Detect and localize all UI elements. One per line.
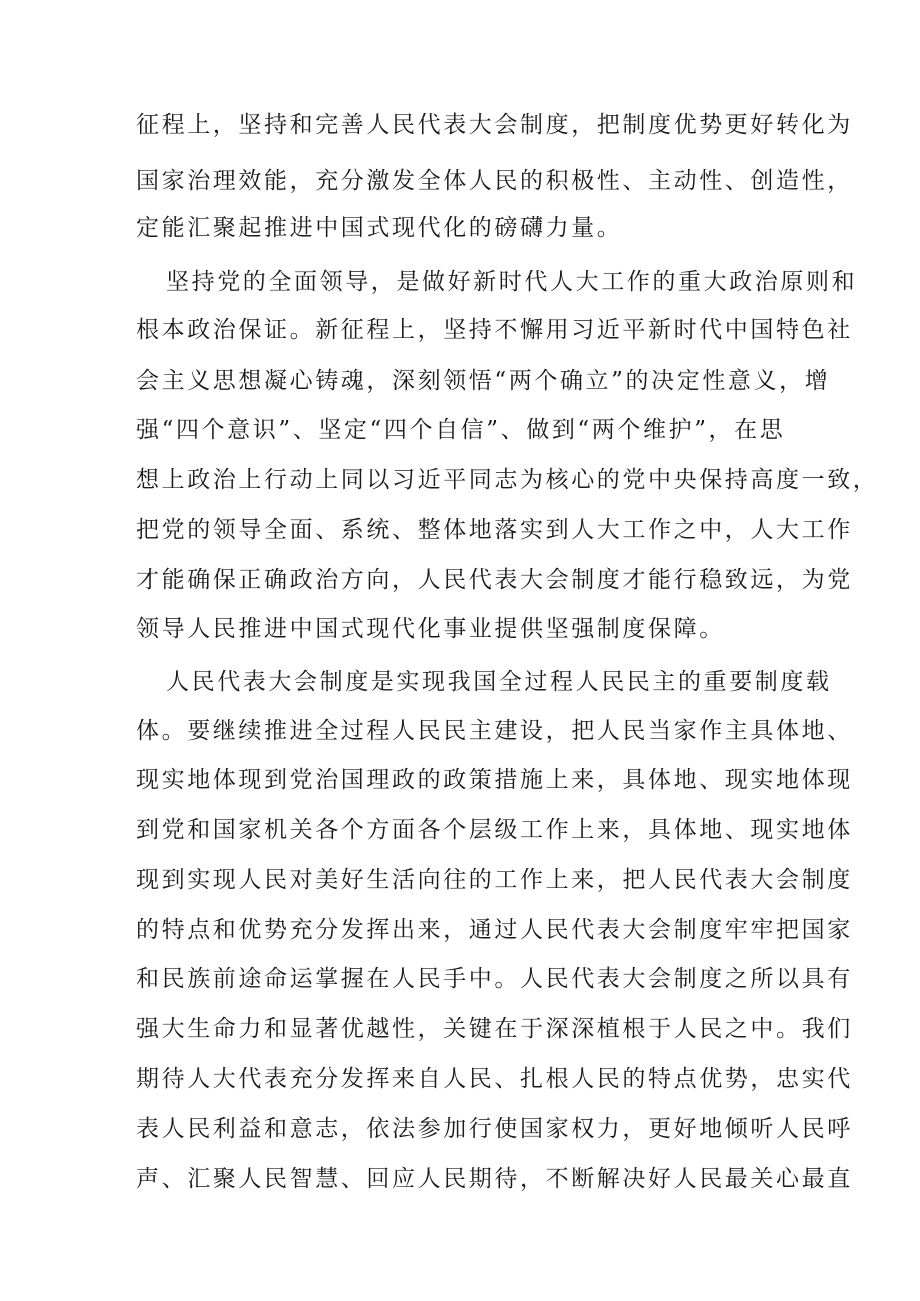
- paragraph-first-line: 坚持党的全面领导，是做好新时代人大工作的重大政治原则和: [166, 269, 858, 295]
- text-line: 现实地体现到党治国理政的政策措施上来，具体地、现实地体现: [136, 767, 853, 793]
- text-line: 根本政治保证。新征程上，坚持不懈用习近平新时代中国特色社: [136, 317, 853, 343]
- text-line: 会主义思想凝心铸魂，深刻领悟“两个确立”的决定性意义，增: [136, 368, 831, 394]
- text-line: 期待人大代表充分发挥来自人民、扎根人民的特点优势，忠实代: [136, 1066, 853, 1092]
- text-line: 国家治理效能，充分激发全体人民的积极性、主动性、创造性，: [136, 168, 853, 194]
- text-line: 定能汇聚起推进中国式现代化的磅礴力量。: [136, 215, 623, 241]
- text-line: 征程上，坚持和完善人民代表大会制度，把制度优势更好转化为: [136, 112, 853, 138]
- text-line: 体。要继续推进全过程人民民主建设，把人民当家作主具体地、: [136, 718, 853, 744]
- text-line: 想上政治上行动上同以习近平同志为核心的党中央保持高度一致，: [136, 467, 879, 493]
- text-line: 领导人民推进中国式现代化事业提供坚强制度保障。: [136, 616, 725, 642]
- text-line: 声、汇聚人民智慧、回应人民期待，不断解决好人民最关心最直: [136, 1166, 853, 1192]
- text-line: 的特点和优势充分发挥出来，通过人民代表大会制度牢牢把国家: [136, 917, 853, 943]
- text-line: 表人民利益和意志，依法参加行使国家权力，更好地倾听人民呼: [136, 1116, 853, 1142]
- text-line: 现到实现人民对美好生活向往的工作上来，把人民代表大会制度: [136, 867, 853, 893]
- text-line: 才能确保正确政治方向，人民代表大会制度才能行稳致远，为党: [136, 567, 853, 593]
- text-line: 强大生命力和显著优越性，关键在于深深植根于人民之中。我们: [136, 1016, 853, 1042]
- text-line: 把党的领导全面、系统、整体地落实到人大工作之中，人大工作: [136, 517, 853, 543]
- text-line: 到党和国家机关各个方面各个层级工作上来，具体地、现实地体: [136, 817, 853, 843]
- text-line: 强“四个意识”、坚定“四个自信”、做到“两个维护”，在思: [136, 417, 786, 443]
- text-line: 和民族前途命运掌握在人民手中。人民代表大会制度之所以具有: [136, 966, 853, 992]
- paragraph-first-line: 人民代表大会制度是实现我国全过程人民民主的重要制度载: [166, 669, 832, 695]
